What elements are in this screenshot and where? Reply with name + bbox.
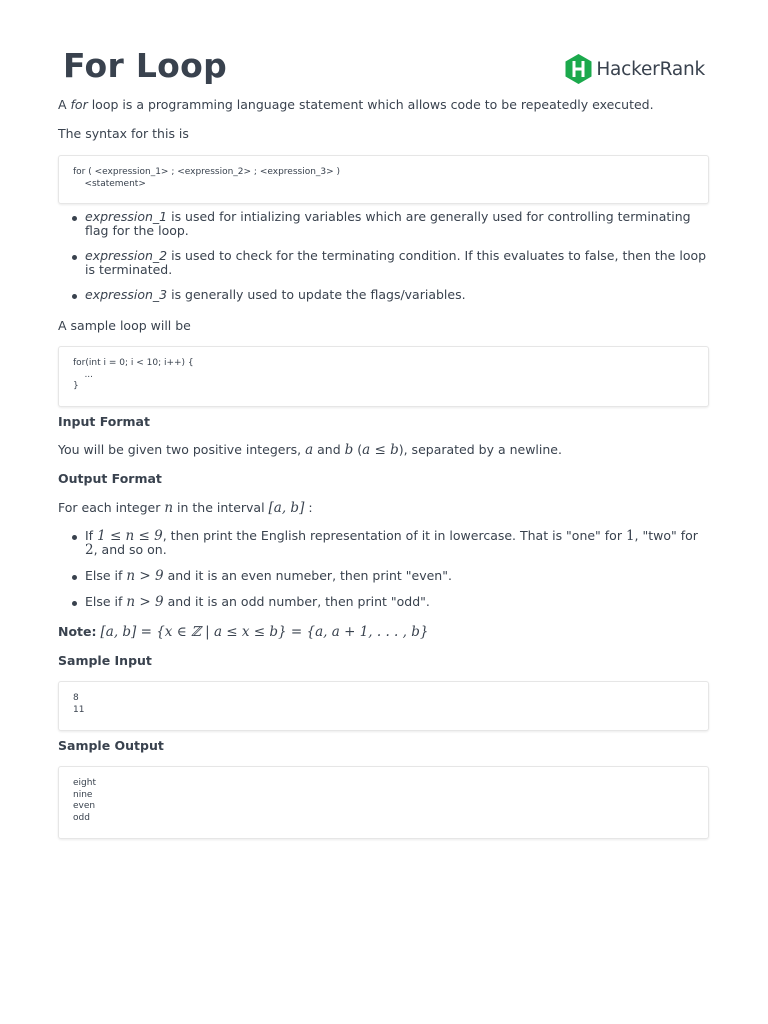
page-header (58, 0, 711, 92)
list-item (58, 288, 708, 302)
text-span: For each integer (58, 500, 165, 515)
expression-list (58, 210, 708, 302)
hackerrank-logo[interactable] (564, 53, 705, 85)
intro-keyword: for (70, 97, 88, 112)
sample-input-block (58, 681, 709, 731)
text-span: and (313, 442, 345, 457)
code-line: nine (73, 789, 93, 800)
syntax-code-block (58, 155, 709, 204)
text-span: ( (353, 442, 363, 457)
text-span: and it is an even numeber, then print "even". (163, 568, 452, 583)
text-span: Else if (85, 568, 127, 583)
math-num: 1 (625, 528, 635, 544)
sample-loop-text: A sample loop will be (58, 318, 191, 333)
input-format-heading: Input Format (58, 414, 150, 429)
intro-paragraph (58, 97, 654, 112)
text-span: If (85, 528, 98, 543)
syntax-intro-text: The syntax for this is (58, 126, 189, 141)
sample-output-block (58, 766, 709, 839)
input-format-text (58, 442, 562, 458)
sample-output-heading: Sample Output (58, 738, 164, 753)
math-expr: [a, b] (268, 500, 305, 516)
text-span: , then print the English representation of it in lowercase. That is "one" for (162, 528, 626, 543)
list-item (58, 529, 708, 557)
list-item (58, 210, 708, 238)
text-span: in the interval (173, 500, 269, 515)
hackerrank-logo-icon (564, 53, 593, 85)
note-label: Note: (58, 624, 97, 639)
expression-desc: is used to check for the terminating condition. If this evaluates to false, then the loop is terminated. (85, 248, 707, 277)
output-format-text (58, 500, 313, 516)
output-format-heading: Output Format (58, 471, 162, 486)
list-item (58, 595, 708, 609)
text-span: Else if (85, 594, 127, 609)
note-text (58, 623, 428, 641)
note-math: [a, b] = {x ∈ ℤ | a ≤ x ≤ b} = {a, a + 1, . . . , b} (100, 624, 429, 640)
text-span: , and so on. (93, 542, 167, 557)
logo-text: HackerRank (596, 58, 705, 80)
math-var: b (344, 442, 354, 458)
math-var: n (164, 500, 174, 516)
math-expr: n > 9 (126, 594, 164, 610)
sample-loop-code-block (58, 346, 709, 407)
list-item (58, 249, 708, 277)
text-span: : (304, 500, 313, 515)
expression-name: expression_2 (85, 248, 168, 263)
text-span: and it is an odd number, then print "odd". (163, 594, 430, 609)
sample-input-heading: Sample Input (58, 653, 152, 668)
code-line: <statement> (73, 178, 146, 189)
text-span: ), separated by a newline. (398, 442, 562, 457)
math-var: a (305, 442, 314, 458)
code-line: 11 (73, 704, 85, 715)
math-expr: a ≤ b (362, 442, 399, 458)
intro-suffix: loop is a programming language statement which allows code to be repeatedly executed. (87, 97, 654, 112)
math-expr: n > 9 (126, 568, 164, 584)
math-num: 2 (85, 542, 94, 558)
list-item (58, 569, 708, 583)
intro-prefix: A (58, 97, 71, 112)
expression-name: expression_3 (85, 287, 168, 302)
code-line: } (73, 381, 79, 391)
text-span: You will be given two positive integers, (58, 442, 306, 457)
expression-desc: is used for intializing variables which are generally used for controlling terminating flag for the loop. (85, 209, 691, 238)
code-line: for(int i = 0; i < 10; i++) { (73, 358, 194, 368)
code-line: even (73, 801, 96, 811)
code-line: ... (73, 369, 94, 380)
output-rules-list (58, 529, 708, 609)
expression-name: expression_1 (85, 209, 168, 224)
problem-page (58, 0, 711, 823)
code-line: eight (73, 778, 96, 788)
text-span: , "two" for (634, 528, 698, 543)
page-title: For Loop (63, 46, 228, 85)
code-line: odd (73, 812, 90, 823)
expression-desc: is generally used to update the flags/variables. (167, 287, 466, 302)
math-expr: 1 ≤ n ≤ 9 (97, 528, 163, 544)
code-line: 8 (73, 693, 79, 703)
code-line: for ( <expression_1> ; <expression_2> ; <expression_3> ) (73, 167, 341, 177)
